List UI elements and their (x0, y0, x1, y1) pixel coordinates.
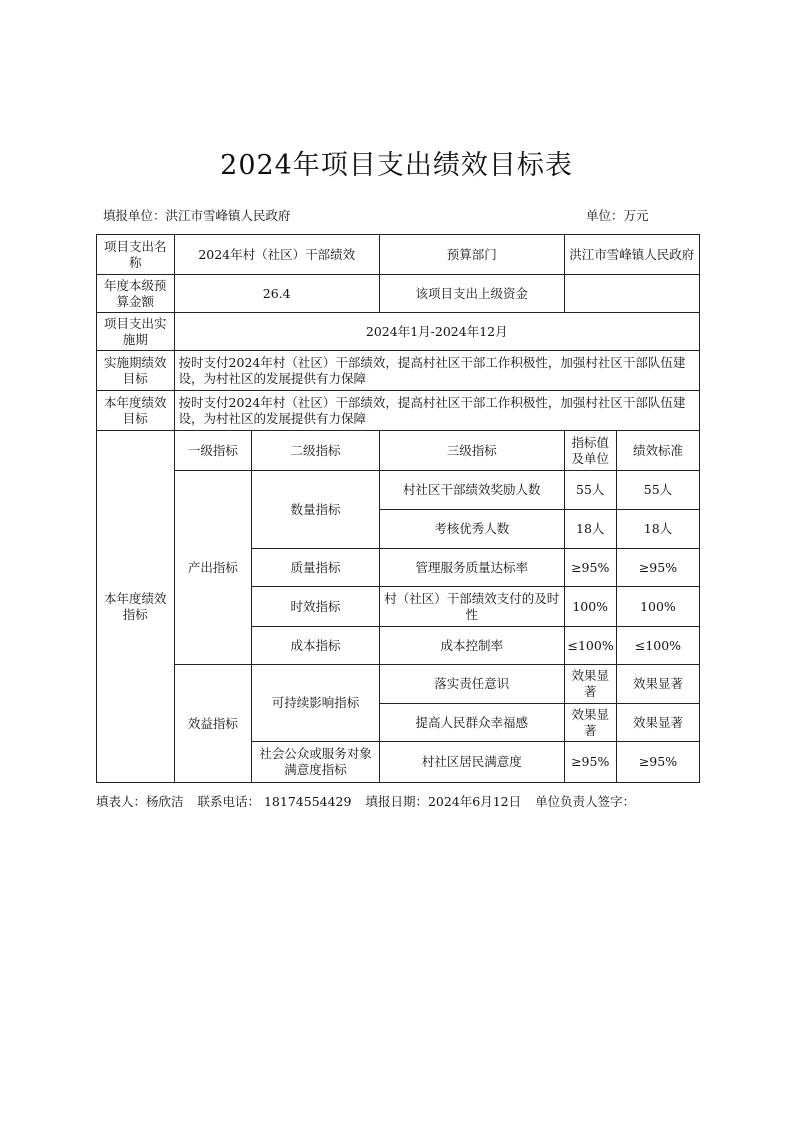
period-row (97, 313, 700, 351)
sign-label: 单位负责人签字： (535, 794, 636, 809)
project-name-label: 项目支出名称 (97, 235, 175, 275)
header-standard: 绩效标准 (616, 431, 699, 471)
value-cell: ≥95% (564, 742, 616, 783)
standard-cell: ≤100% (616, 627, 699, 665)
level3-cell: 管理服务质量达标率 (379, 549, 564, 587)
standard-cell: 100% (616, 587, 699, 627)
level3-cell: 村（社区）干部绩效支付的及时性 (379, 587, 564, 627)
value-cell: 效果显著 (564, 665, 616, 704)
period-goal-row (97, 351, 700, 391)
upper-funds-label: 该项目支出上级资金 (379, 275, 564, 313)
header-level2: 二级指标 (252, 431, 380, 471)
period-goal-label: 实施期绩效目标 (97, 351, 175, 391)
unit-label: 单位：万元 (586, 208, 649, 223)
header-level1: 一级指标 (174, 431, 252, 471)
level3-cell: 村社区居民满意度 (379, 742, 564, 783)
project-name-value: 2024年村（社区）干部绩效 (174, 235, 379, 275)
standard-cell: ≥95% (616, 549, 699, 587)
level2-quality: 质量指标 (252, 549, 380, 587)
value-cell: 100% (564, 587, 616, 627)
header-value: 指标值及单位 (564, 431, 616, 471)
filler-label: 填表人：杨欣洁 (96, 794, 184, 809)
standard-cell: 效果显著 (616, 704, 699, 742)
performance-table (96, 234, 700, 783)
level2-timeliness: 时效指标 (252, 587, 380, 627)
indicator-header-row (97, 431, 700, 471)
level2-satisfaction: 社会公众或服务对象满意度指标 (252, 742, 380, 783)
level3-cell: 成本控制率 (379, 627, 564, 665)
standard-cell: 18人 (616, 510, 699, 549)
upper-funds-value (564, 275, 700, 313)
level3-cell: 考核优秀人数 (379, 510, 564, 549)
level2-quantity: 数量指标 (252, 471, 380, 549)
budget-dept-label: 预算部门 (379, 235, 564, 275)
annual-goal-label: 本年度绩效目标 (97, 391, 175, 431)
level2-sustainable: 可持续影响指标 (252, 665, 380, 742)
annual-goal-value: 按时支付2024年村（社区）干部绩效，提高村社区干部工作积极性，加强村社区干部队伍建设，为村社区的发展提供有力保障 (174, 391, 699, 431)
level1-benefit: 效益指标 (174, 665, 252, 783)
period-value: 2024年1月-2024年12月 (174, 313, 699, 351)
value-cell: 55人 (564, 471, 616, 510)
level3-cell: 落实责任意识 (379, 665, 564, 704)
value-cell: ≤100% (564, 627, 616, 665)
value-cell: 18人 (564, 510, 616, 549)
standard-cell: ≥95% (616, 742, 699, 783)
level2-cost: 成本指标 (252, 627, 380, 665)
project-name-row (97, 235, 700, 275)
annual-budget-value: 26.4 (174, 275, 379, 313)
header-level3: 三级指标 (379, 431, 564, 471)
period-label: 项目支出实施期 (97, 313, 175, 351)
annual-goal-row (97, 391, 700, 431)
level3-cell: 提高人民群众幸福感 (379, 704, 564, 742)
annual-budget-label: 年度本级预算金额 (97, 275, 175, 313)
standard-cell: 效果显著 (616, 665, 699, 704)
phone-label: 联系电话： 18174554429 (197, 794, 352, 809)
period-goal-value: 按时支付2024年村（社区）干部绩效，提高村社区干部工作积极性，加强村社区干部队伍建设，为村社区的发展提供有力保障 (174, 351, 699, 391)
level1-output: 产出指标 (174, 471, 252, 665)
budget-dept-value: 洪江市雪峰镇人民政府 (564, 235, 700, 275)
indicator-row (97, 471, 700, 510)
fill-unit: 填报单位：洪江市雪峰镇人民政府 (103, 208, 291, 223)
value-cell: ≥95% (564, 549, 616, 587)
value-cell: 效果显著 (564, 704, 616, 742)
date-label: 填报日期：2024年6月12日 (365, 794, 522, 809)
level3-cell: 村社区干部绩效奖励人数 (379, 471, 564, 510)
standard-cell: 55人 (616, 471, 699, 510)
footer (96, 792, 645, 810)
page-title: 2024年项目支出绩效目标表 (220, 150, 573, 181)
indicator-row (97, 665, 700, 704)
budget-row (97, 275, 700, 313)
indicator-section-label: 本年度绩效指标 (97, 431, 175, 783)
